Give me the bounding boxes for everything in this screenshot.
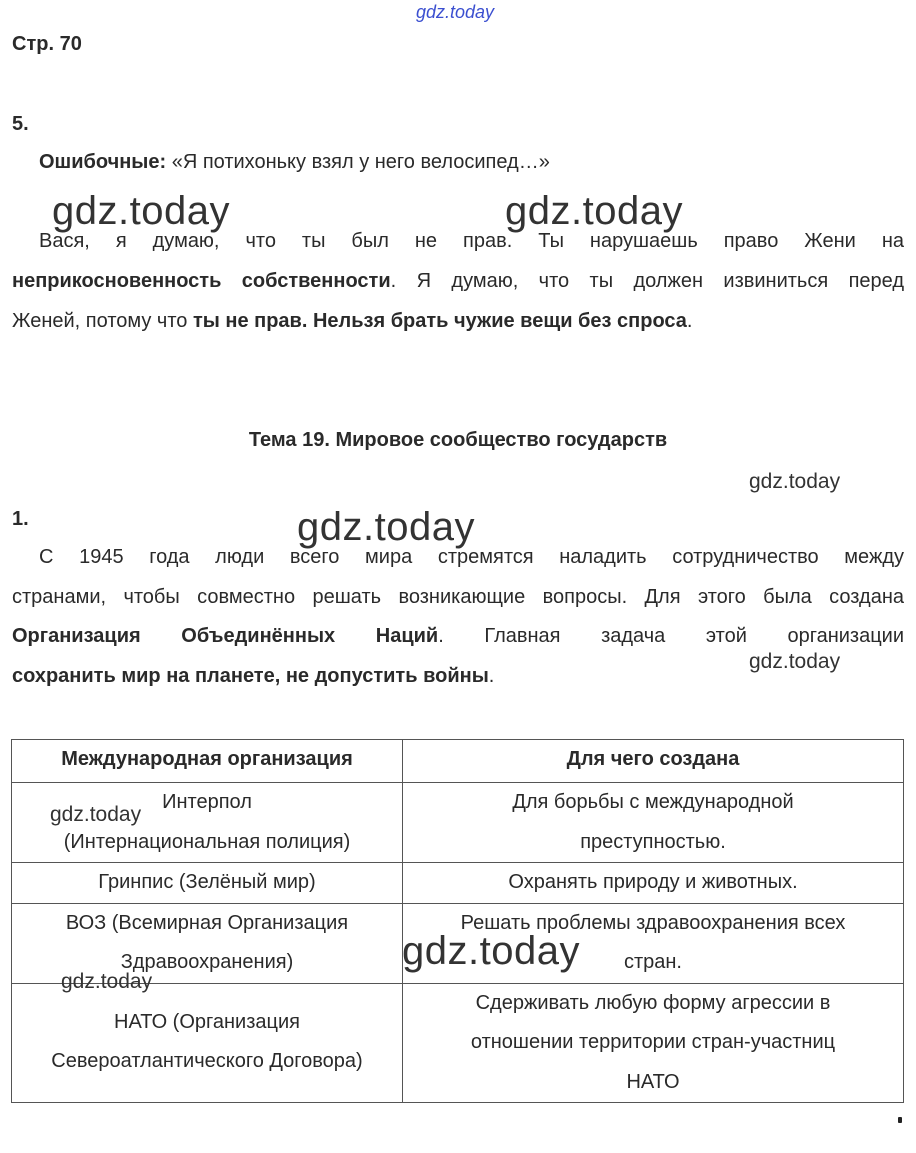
- org-line: Североатлантического Договора): [51, 1050, 363, 1072]
- task5-line2: [12, 262, 904, 302]
- task5-line1: Вася, я думаю, что ты был не прав. Ты нарушаешь право Жени на: [39, 230, 904, 252]
- purpose-line: отношении территории стран-участниц: [470, 1031, 836, 1053]
- watermark: gdz.today: [402, 929, 580, 973]
- task1-line3-rest: . Главная задача этой организации: [438, 625, 904, 647]
- task5-wrong-line: [39, 143, 899, 183]
- purpose-cell: [403, 783, 904, 863]
- org-cell: [12, 983, 403, 1103]
- watermark: gdz.today: [297, 505, 475, 549]
- task5-line3-end: .: [686, 310, 693, 332]
- purpose-line: Решать проблемы здравоохранения всех: [460, 911, 846, 934]
- header-purpose: Для чего создана: [403, 740, 904, 783]
- task5-wrong-label: Ошибочные:: [39, 151, 167, 173]
- purpose-cell: [403, 983, 904, 1103]
- task5-line3-start: Женей, потому что: [12, 310, 193, 332]
- watermark-top: gdz.today: [416, 2, 495, 22]
- task5-wrong-text: «Я потихоньку взял у него велосипед…»: [166, 151, 550, 173]
- header-organization: Международная организация: [12, 740, 403, 783]
- purpose-cell: [403, 863, 904, 904]
- task5-line2-rest: . Я думаю, что ты должен извиниться перед: [390, 270, 904, 292]
- org-line: Гринпис (Зелёный мир): [98, 871, 316, 893]
- task1-number: 1.: [12, 508, 29, 530]
- watermark: gdz.today: [52, 189, 230, 233]
- task5-line3-bold: ты не прав. Нельзя брать чужие вещи без спроса: [192, 310, 687, 332]
- page-corner-mark: [898, 1117, 902, 1123]
- org-line: ВОЗ (Всемирная Организация: [65, 911, 349, 934]
- purpose-line: стран.: [623, 951, 682, 973]
- table-row: [12, 983, 904, 1103]
- task1-line1: С 1945 года люди всего мира стремятся наладить сотрудничество между: [39, 546, 904, 568]
- table-header-row: [12, 740, 904, 783]
- organizations-table: [11, 739, 904, 1103]
- watermark: gdz.today: [505, 189, 683, 233]
- watermark: gdz.today: [749, 650, 841, 673]
- org-line: Интерпол: [162, 791, 252, 813]
- watermark: gdz.today: [749, 470, 841, 493]
- org-line: НАТО (Организация: [114, 1010, 300, 1033]
- page-label: Стр. 70: [12, 33, 82, 55]
- watermark: gdz.today: [50, 803, 142, 826]
- task1-line2: странами, чтобы совместно решать возникающие вопросы. Для этого была создана: [12, 586, 904, 608]
- task1-line4-bold: сохранить мир на планете, не допустить войны: [12, 665, 489, 687]
- purpose-line: Охранять природу и животных.: [508, 871, 798, 893]
- topic-title: Тема 19. Мировое сообщество государств: [248, 429, 668, 451]
- purpose-line: НАТО: [626, 1070, 680, 1093]
- task5-number: 5.: [12, 113, 29, 135]
- purpose-line: Сдерживать любую форму агрессии в: [475, 991, 831, 1014]
- table-row: [12, 863, 904, 904]
- org-line: (Интернациональная полиция): [63, 830, 351, 853]
- task1-line3-bold: Организация Объединённых Наций: [12, 625, 439, 647]
- task1-line4-end: .: [488, 665, 495, 687]
- purpose-line: Для борьбы с международной: [512, 791, 794, 813]
- task5-line2-bold: неприкосновенность собственности: [12, 270, 391, 292]
- org-line: Здравоохранения): [120, 951, 294, 973]
- watermark: gdz.today: [61, 970, 153, 993]
- table-row: [12, 783, 904, 863]
- task5-line3: [12, 302, 904, 342]
- org-cell: [12, 863, 403, 904]
- purpose-line: преступностью.: [580, 830, 726, 853]
